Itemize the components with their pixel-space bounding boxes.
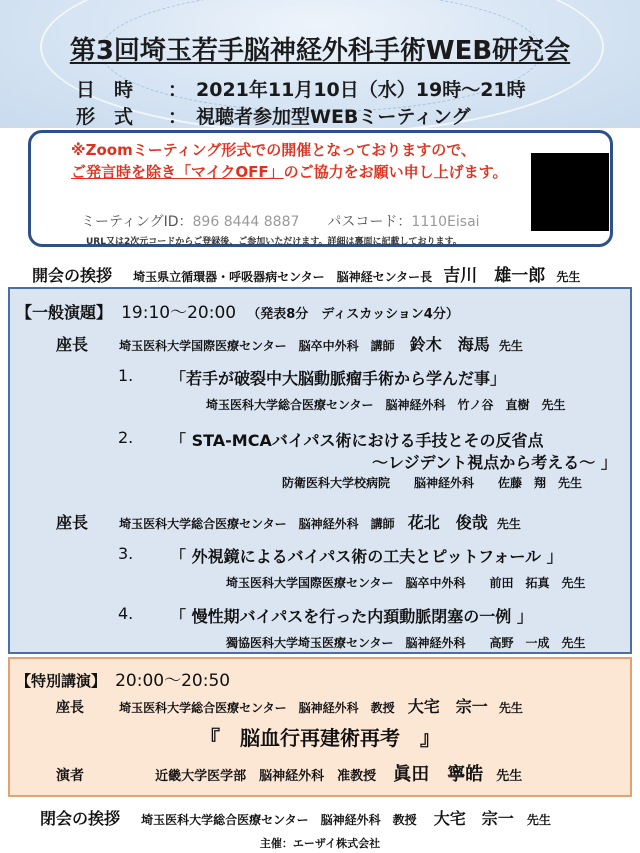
talk-3-number: 3.: [118, 544, 134, 563]
cooperation-notice: のご協力をお願い申し上げます。: [283, 163, 508, 181]
date-row: [76, 75, 526, 102]
talk-2-title: 「 STA-MCAバイパス術における手技とその反省点: [170, 431, 544, 450]
chair2-name: 花北 俊哉: [407, 513, 488, 532]
special-chair-org: 埼玉医科大学総合医療センター 脳神経外科 教授: [119, 701, 395, 715]
chair1-row: [56, 332, 523, 355]
opening-row: [32, 261, 580, 286]
chair-label: 座長: [56, 700, 84, 716]
honorific: 先生: [498, 701, 523, 715]
talk-4-number: 4.: [118, 604, 134, 623]
registration-note: URL又は2次元コードからご登録後、ご参加いただけます。詳細は裏面に記載しております。: [86, 237, 462, 247]
honorific: 先生: [526, 813, 551, 827]
honorific: 先生: [496, 769, 523, 784]
closing-name: 大宅 宗一: [433, 809, 514, 828]
chair1-org: 埼玉医科大学国際医療センター 脳卒中外科 講師: [119, 339, 395, 353]
talk-2-subtitle: ～レジデント視点から考える～ 」: [372, 453, 617, 472]
talk-3-title: 「 外視鏡によるバイパス術の工夫とピットフォール 」: [170, 547, 563, 566]
closing-row: [40, 806, 551, 829]
chair-label: 座長: [56, 513, 89, 532]
honorific: 先生: [556, 270, 581, 284]
meeting-id-row: [81, 211, 480, 231]
talk-1-number: 1.: [118, 366, 134, 385]
general-time: 19:10～20:00: [121, 303, 237, 323]
opening-label: 開会の挨拶: [32, 266, 113, 285]
mic-off-notice: ご発言時を除き「マイクOFF」: [71, 163, 284, 181]
meeting-id-label: ミーティングID：: [81, 214, 193, 230]
format-value: 視聴者参加型WEBミーティング: [196, 106, 471, 128]
zoom-notice-line1: ※Zoomミーティング形式での開催となっておりますので、: [71, 141, 476, 159]
speaker-row: [56, 760, 522, 786]
chair2-org: 埼玉医科大学総合医療センター 脳神経外科 講師: [119, 517, 395, 531]
opening-org: 埼玉県立循環器・呼吸器病センター 脳神経センター長: [133, 270, 433, 284]
talk-4-title: 「 慢性期バイパスを行った内頚動脈閉塞の一例 」: [170, 607, 533, 626]
chair-label: 座長: [56, 335, 89, 354]
honorific: 先生: [498, 339, 523, 353]
talk-2-number: 2.: [118, 428, 134, 447]
date-value: 2021年11月10日（水）19時～21時: [196, 79, 526, 101]
talk-1-affiliation: 埼玉医科大学総合医療センター 脳神経外科 竹ノ谷 直樹 先生: [206, 398, 566, 412]
passcode-value: 1110Eisai: [411, 214, 480, 230]
qr-code[interactable]: [531, 153, 609, 231]
closing-org: 埼玉医科大学総合医療センター 脳神経外科 教授: [141, 813, 417, 827]
general-label: 【一般演題】: [16, 303, 113, 322]
closing-label: 閉会の挨拶: [40, 809, 121, 828]
talk-1-title: 「若手が破裂中大脳動脈瘤手術から学んだ事」: [170, 369, 507, 388]
special-label: 【特別講演】: [16, 672, 107, 690]
special-chair-row: [56, 694, 523, 717]
zoom-info-box: [28, 130, 613, 247]
page-title: 第3回埼玉若手脳神経外科手術WEB研究会: [69, 36, 571, 66]
speaker-org: 近畿大学医学部 脳神経外科 准教授: [155, 769, 377, 784]
speaker-name: 眞田 寧皓: [393, 764, 484, 785]
date-label: 日 時: [76, 79, 134, 101]
chair1-name: 鈴木 海馬: [409, 335, 490, 354]
special-header: [16, 666, 230, 691]
colon: ：: [168, 79, 188, 101]
honorific: 先生: [496, 517, 521, 531]
special-lecture-title: 『 脳血行再建術再考 』: [200, 726, 440, 750]
zoom-notice-line2: [71, 161, 507, 182]
talk-3-affiliation: 埼玉医科大学国際医療センター 脳卒中外科 前田 拓真 先生: [226, 576, 586, 590]
special-time: 20:00～20:50: [115, 671, 231, 691]
opening-name: 吉川 雄一郎: [443, 266, 546, 286]
speaker-label: 演者: [56, 768, 84, 784]
passcode-label: パスコード：: [327, 214, 412, 230]
format-label: 形 式: [76, 106, 134, 128]
special-chair-name: 大宅 宗一: [407, 697, 488, 716]
talk-2-affiliation: 防衛医科大学校病院 脳神経外科 佐藤 翔 先生: [282, 476, 583, 490]
general-detail: （発表8分 ディスカッション4分）: [247, 307, 459, 322]
talk-4-affiliation: 獨協医科大学埼玉医療センター 脳神経外科 高野 一成 先生: [226, 636, 586, 650]
sponsor: 主催：エーザイ株式会社: [259, 837, 381, 850]
format-row: [76, 102, 471, 129]
chair2-row: [56, 510, 521, 533]
colon: ：: [168, 106, 188, 128]
general-header: [16, 298, 459, 323]
meeting-id-value: 896 8444 8887: [192, 214, 300, 230]
